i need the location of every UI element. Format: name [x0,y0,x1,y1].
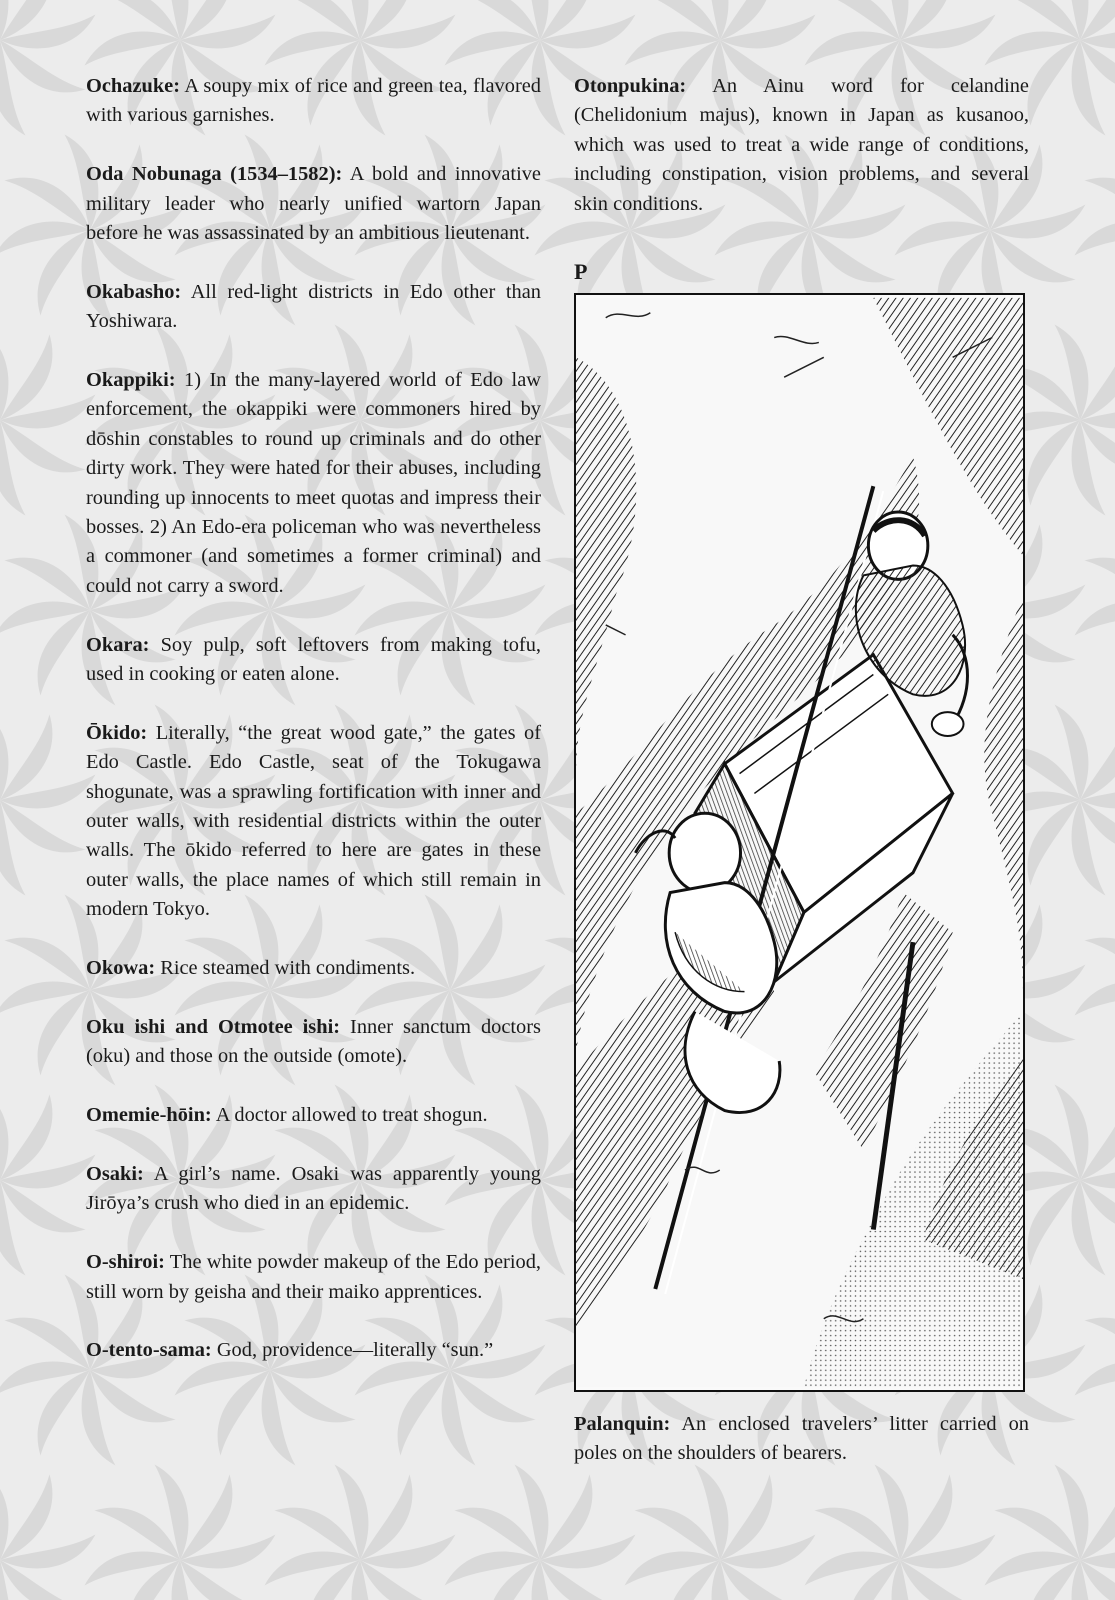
glossary-entry [86,1101,541,1130]
entry-term: Palanquin: [574,1413,671,1436]
entry-term: Osaki: [86,1162,144,1185]
swirl-motif [0,322,98,517]
entry-term: Oda Nobunaga (1534–1582): [86,163,343,186]
glossary-entry [574,72,1029,219]
entry-definition: All red-light districts in Edo other than Yoshiwara. [86,280,541,333]
swirl-motif [262,1462,457,1600]
entry-term: Okappiki: [86,369,176,392]
swirl-motif [0,702,98,897]
swirl-motif [0,1082,98,1277]
glossary-entry [86,719,541,925]
entry-definition: A doctor allowed to treat shogun. [215,1104,488,1127]
entry-term: O-tento-sama: [86,1339,212,1362]
entry-term: Okowa: [86,957,156,980]
entry-definition: Literally, “the great wood gate,” the gates of Edo Castle. Edo Castle, seat of the Tokugawa shogunate, was a sprawling fortification with inner and outer walls, with residential districts within the outer walls. The ōkido referred to here are gates in these outer walls, the place names of which still remain in modern Tokyo. [86,721,541,921]
manga-palanquin-illustration [574,293,1025,1392]
glossary-entry [86,1013,541,1072]
entry-term: Oku ishi and Otmotee ishi: [86,1015,341,1038]
entry-definition: An enclosed travelers’ litter carried on poles on the shoulders of bearers. [574,1413,1029,1465]
right-column [574,72,1029,1498]
entry-definition: God, providence—literally “sun.” [216,1339,494,1362]
entry-definition: Soy pulp, soft leftovers from making tofu, used in cooking or eaten alone. [86,633,541,686]
entry-definition: An Ainu word for celandine (Chelidonium majus), known in Japan as kusanoo, which was used to treat a wide range of conditions, including constipation, vision problems, and several skin conditions. [574,75,1029,215]
glossary-entry [86,72,541,131]
swirl-motif [0,1462,98,1600]
glossary-entry [86,160,541,248]
entry-definition: 1) In the many-layered world of Edo law enforcement, the okappiki were commoners hired by dōshin constables to round up criminals and do other dirty work. They were hated for their abuses, including rounding up innocents to meet quotas and impress their bosses. 2) An Edo-era policeman who was nevertheless a commoner (and sometimes a former criminal) and could not carry a sword. [86,369,541,597]
entry-term: Ochazuke: [86,75,181,97]
swirl-motif [1072,512,1115,707]
entry-term: Okabasho: [86,280,182,303]
glossary-entry [574,1410,1029,1469]
swirl-motif [82,1462,277,1600]
glossary-entry [86,366,541,601]
entry-definition: A soupy mix of rice and green tea, flavored with various garnishes. [86,75,541,127]
swirl-motif [1072,132,1115,327]
entry-term: Otonpukina: [574,75,687,97]
entry-term: Ōkido: [86,721,148,744]
entry-term: Omemie-hōin: [86,1104,212,1127]
entry-definition: A girl’s name. Osaki was apparently young Jirōya’s crush who died in an epidemic. [86,1162,541,1215]
glossary-entry [86,1336,541,1365]
swirl-motif [1072,892,1115,1087]
glossary-entry [86,1248,541,1307]
swirl-motif [1072,1272,1115,1467]
left-column [86,72,541,1395]
entry-definition: A bold and innovative military leader who nearly unified wartorn Japan before he was assassinated by an ambitious lieutenant. [86,163,541,245]
glossary-entry [86,278,541,337]
glossary-entry [86,1160,541,1219]
illustration-drawing [576,295,1023,1390]
swirl-motif [0,0,98,138]
entry-definition: Rice steamed with condiments. [160,957,416,980]
entry-definition: The white powder makeup of the Edo period, still worn by geisha and their maiko apprentices. [86,1251,541,1303]
entry-definition: Inner sanctum doctors (oku) and those on the outside (omote). [86,1015,541,1068]
glossary-entry [86,631,541,690]
section-letter: P [574,259,588,285]
glossary-entry [86,954,541,983]
entry-term: Okara: [86,633,150,656]
entry-term: O-shiroi: [86,1251,165,1274]
